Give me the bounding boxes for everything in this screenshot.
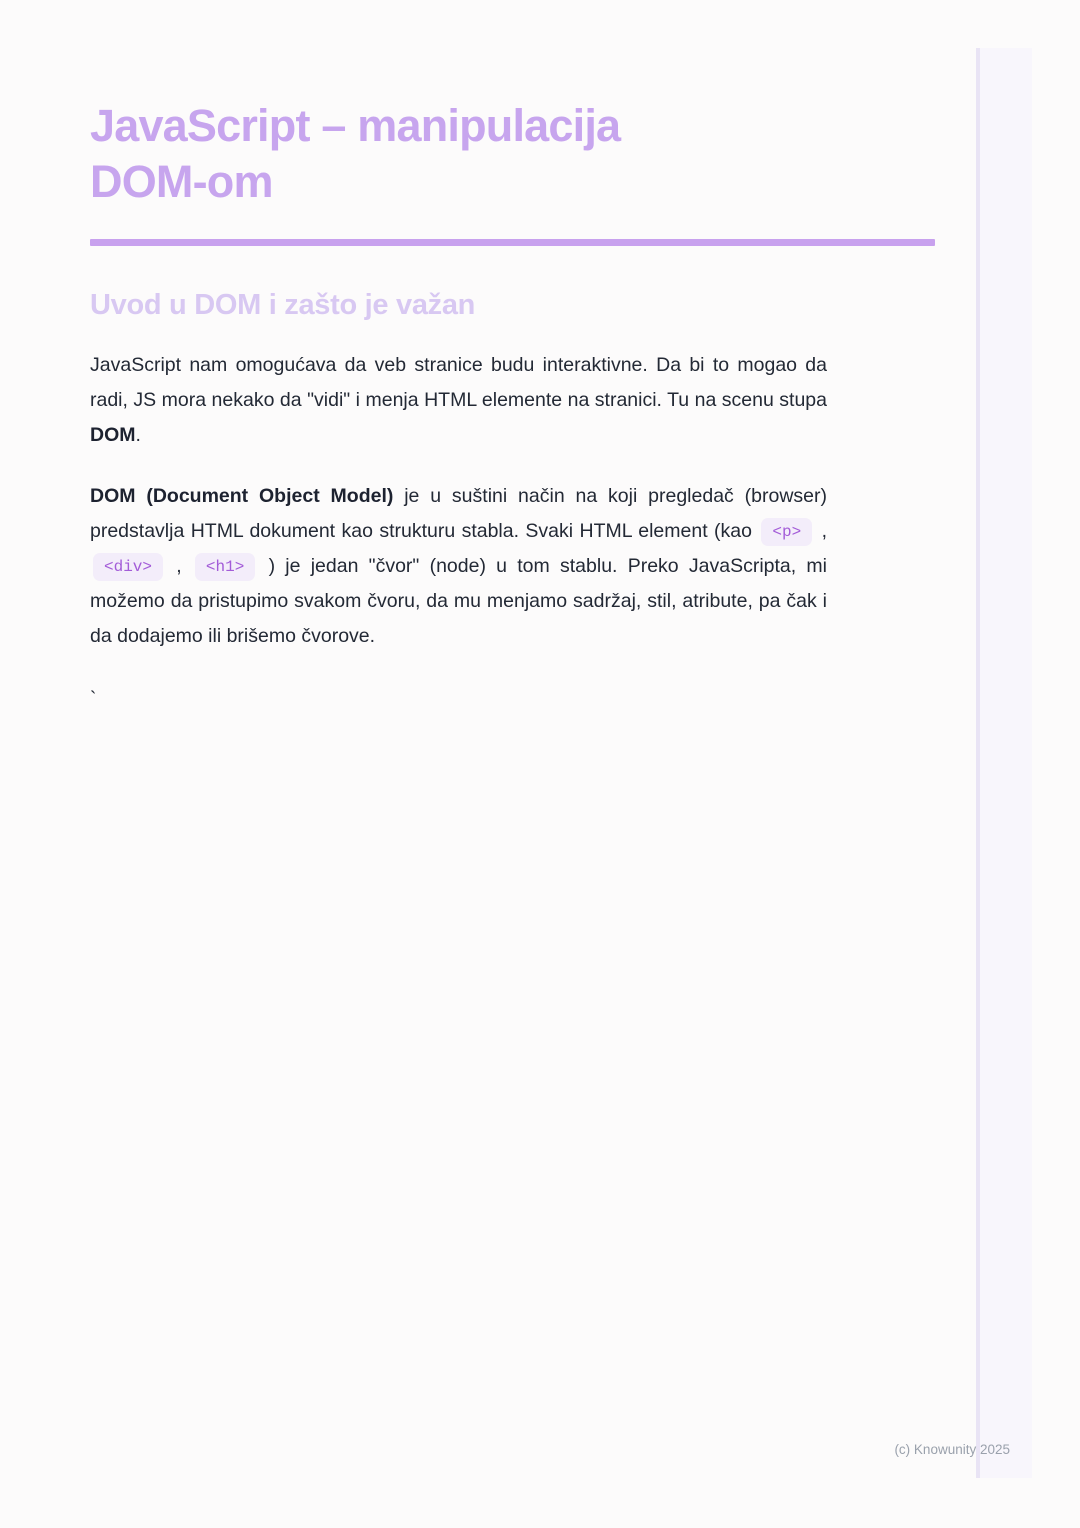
- content-area: [90, 98, 935, 717]
- page-title-line-1: JavaScript – manipulacija: [90, 100, 621, 151]
- title-divider: [90, 239, 935, 246]
- paragraph-dom-text-1: je u suštini način na koji pregledač (browser) predstavlja HTML dokument kao strukturu stabla. Svaki HTML element (kao: [90, 485, 827, 542]
- inline-code-p-tag: <p>: [761, 518, 812, 546]
- stray-backtick: `: [90, 689, 97, 710]
- footer-copyright: (c) Knowunity 2025: [894, 1442, 1010, 1457]
- page-title-line-2: DOM-om: [90, 156, 273, 207]
- inline-code-div-tag: <div>: [93, 553, 163, 581]
- page-title: [90, 98, 935, 210]
- paragraph-intro-text-2: .: [135, 424, 141, 446]
- right-margin-stripe: [976, 48, 1032, 1478]
- bold-dom-definition: DOM (Document Object Model): [90, 485, 394, 507]
- section-heading: Uvod u DOM i zašto je važan: [90, 289, 476, 321]
- paragraph-dom-explanation: [90, 479, 827, 654]
- inline-code-h1-tag: <h1>: [195, 553, 255, 581]
- paragraph-intro: [90, 348, 827, 453]
- paragraph-intro-text-1: JavaScript nam omogućava da veb stranice budu interaktivne. Da bi to mogao da radi, JS mora nekako da "vidi" i menja HTML elemente na stranici. Tu na scenu stupa: [90, 354, 827, 411]
- bold-dom: DOM: [90, 424, 136, 446]
- paragraph-dom-text-2: ,: [815, 520, 827, 542]
- paragraph-dom-text-3: ,: [166, 555, 192, 577]
- paragraph-dom-text-4: ) je jedan "čvor" (node) u tom stablu. Preko JavaScripta, mi možemo da pristupimo svakom čvoru, da mu menjamo sadržaj, stil, atribute, pa čak i da dodajemo ili brišemo čvorove.: [90, 555, 827, 647]
